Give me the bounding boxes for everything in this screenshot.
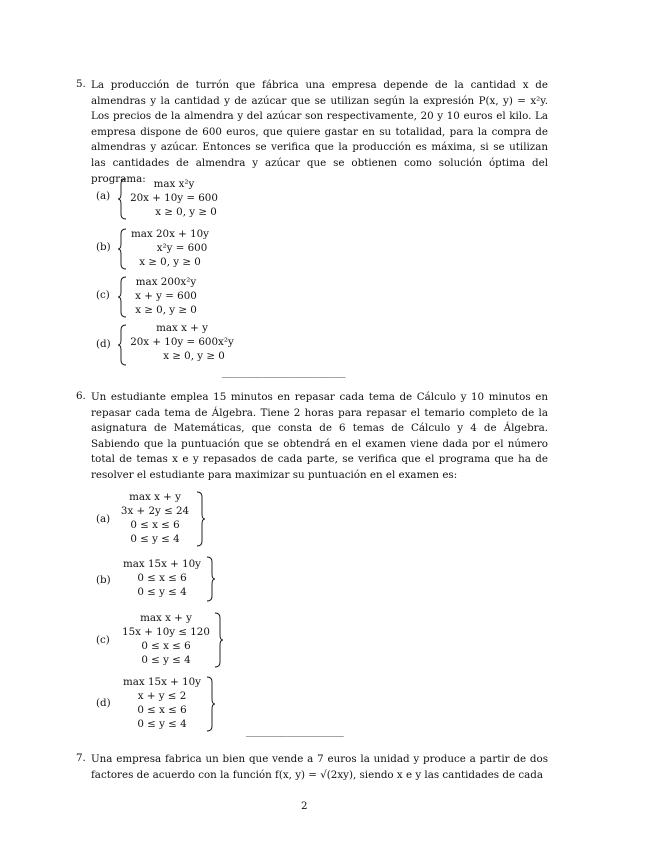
q6-option-a-label: (a) bbox=[96, 513, 111, 525]
right-brace-icon bbox=[214, 612, 224, 668]
q6-d-constraint-3: 0 ≤ y ≤ 4 bbox=[137, 718, 187, 730]
q6-d-objective: max 15x + 10y bbox=[123, 676, 201, 688]
q6-a-objective: max x + y bbox=[129, 491, 181, 503]
q6-a-constraint-1: 3x + 2y ≤ 24 bbox=[120, 505, 190, 517]
q6-c-constraint-1: 15x + 10y ≤ 120 bbox=[122, 626, 210, 638]
q7-number: 7. bbox=[76, 752, 86, 764]
q6-d-constraint-2: 0 ≤ x ≤ 6 bbox=[137, 704, 187, 716]
q5-option-a-label: (a) bbox=[96, 190, 111, 202]
q5-b-objective: max 20x + 10y bbox=[131, 228, 209, 240]
left-brace-icon bbox=[117, 276, 127, 318]
q5-option-b-label: (b) bbox=[96, 241, 111, 253]
right-brace-icon bbox=[206, 676, 216, 732]
q5-d-constraint-2: x ≥ 0, y ≥ 0 bbox=[163, 350, 225, 362]
left-brace-icon bbox=[117, 178, 127, 220]
q6-option-b-label: (b) bbox=[96, 574, 111, 586]
q6-option-c-label: (c) bbox=[96, 634, 110, 646]
page-number: 2 bbox=[301, 800, 308, 812]
q6-c-constraint-2: 0 ≤ x ≤ 6 bbox=[141, 640, 191, 652]
q7-text: Una empresa fabrica un bien que vende a 7 euros la unidad y produce a partir de dos factores de acuerdo con la función f(x, y) = √(2xy), siendo x e y las cantidades de cada bbox=[91, 753, 548, 781]
q5-c-constraint-2: x ≥ 0, y ≥ 0 bbox=[135, 304, 197, 316]
q5-c-objective: max 200x²y bbox=[135, 276, 197, 288]
right-brace-icon bbox=[196, 491, 206, 547]
left-brace-icon bbox=[117, 324, 127, 366]
q5-b-constraint-1: x²y = 600 bbox=[156, 242, 208, 254]
q6-c-objective: max x + y bbox=[140, 612, 192, 624]
q6-text: Un estudiante emplea 15 minutos en repasar cada tema de Cálculo y 10 minutos en repasar cada tema de Álgebra. Tiene 2 horas para repasar el temario completo de la asignatura de Matemáticas, que consta de 6 temas de Cálculo y 4 de Álgebra. Sabiendo que la puntuación que se obtendrá en el examen viene dada por el número total de temas x e y repasados de cada parte, se verifica que el programa que ha de resolver el estudiante para maximizar su puntuación en el examen es: bbox=[91, 391, 548, 481]
q6-d-constraint-1: x + y ≤ 2 bbox=[137, 690, 187, 702]
q6-b-constraint-1: 0 ≤ x ≤ 6 bbox=[137, 572, 187, 584]
q6-separator: ___________________ bbox=[246, 725, 344, 737]
q6-c-constraint-3: 0 ≤ y ≤ 4 bbox=[141, 654, 191, 666]
q5-option-d-label: (d) bbox=[96, 338, 111, 350]
q5-a-constraint-1: 20x + 10y = 600 bbox=[130, 192, 218, 204]
q5-option-c-label: (c) bbox=[96, 289, 110, 301]
q6-option-d-label: (d) bbox=[96, 697, 111, 709]
q5-b-constraint-2: x ≥ 0, y ≥ 0 bbox=[139, 256, 201, 268]
q6-b-objective: max 15x + 10y bbox=[123, 558, 201, 570]
left-brace-icon bbox=[117, 228, 127, 270]
q5-number: 5. bbox=[76, 78, 86, 90]
q6-b-constraint-2: 0 ≤ y ≤ 4 bbox=[137, 586, 187, 598]
q6-a-constraint-3: 0 ≤ y ≤ 4 bbox=[130, 533, 180, 545]
q5-separator: ________________________ bbox=[222, 366, 346, 378]
q5-a-constraint-2: x ≥ 0, y ≥ 0 bbox=[155, 206, 217, 218]
q5-text: La producción de turrón que fábrica una empresa depende de la cantidad x de almendras y la cantidad y de azúcar que se utilizan según la expresión P(x, y) = x²y. Los precios de la almendra y del azúcar son respectivamente, 20 y 10 euros el kilo. La empresa dispone de 600 euros, que quiere gastar en su totalidad, para la compra de almendras y azúcar. Entonces se verifica que la producción es máxima, si se utilizan las cantidades de almendra y azúcar que se obtienen como solución óptima del programa: bbox=[91, 79, 548, 185]
q5-d-constraint-1: 20x + 10y = 600x²y bbox=[130, 336, 234, 348]
q5-a-objective: max x²y bbox=[153, 178, 195, 190]
q6-number: 6. bbox=[76, 390, 86, 402]
q6-a-constraint-2: 0 ≤ x ≤ 6 bbox=[130, 519, 180, 531]
q5-c-constraint-1: x + y = 600 bbox=[135, 290, 197, 302]
right-brace-icon bbox=[206, 556, 216, 602]
q5-d-objective: max x + y bbox=[156, 322, 208, 334]
